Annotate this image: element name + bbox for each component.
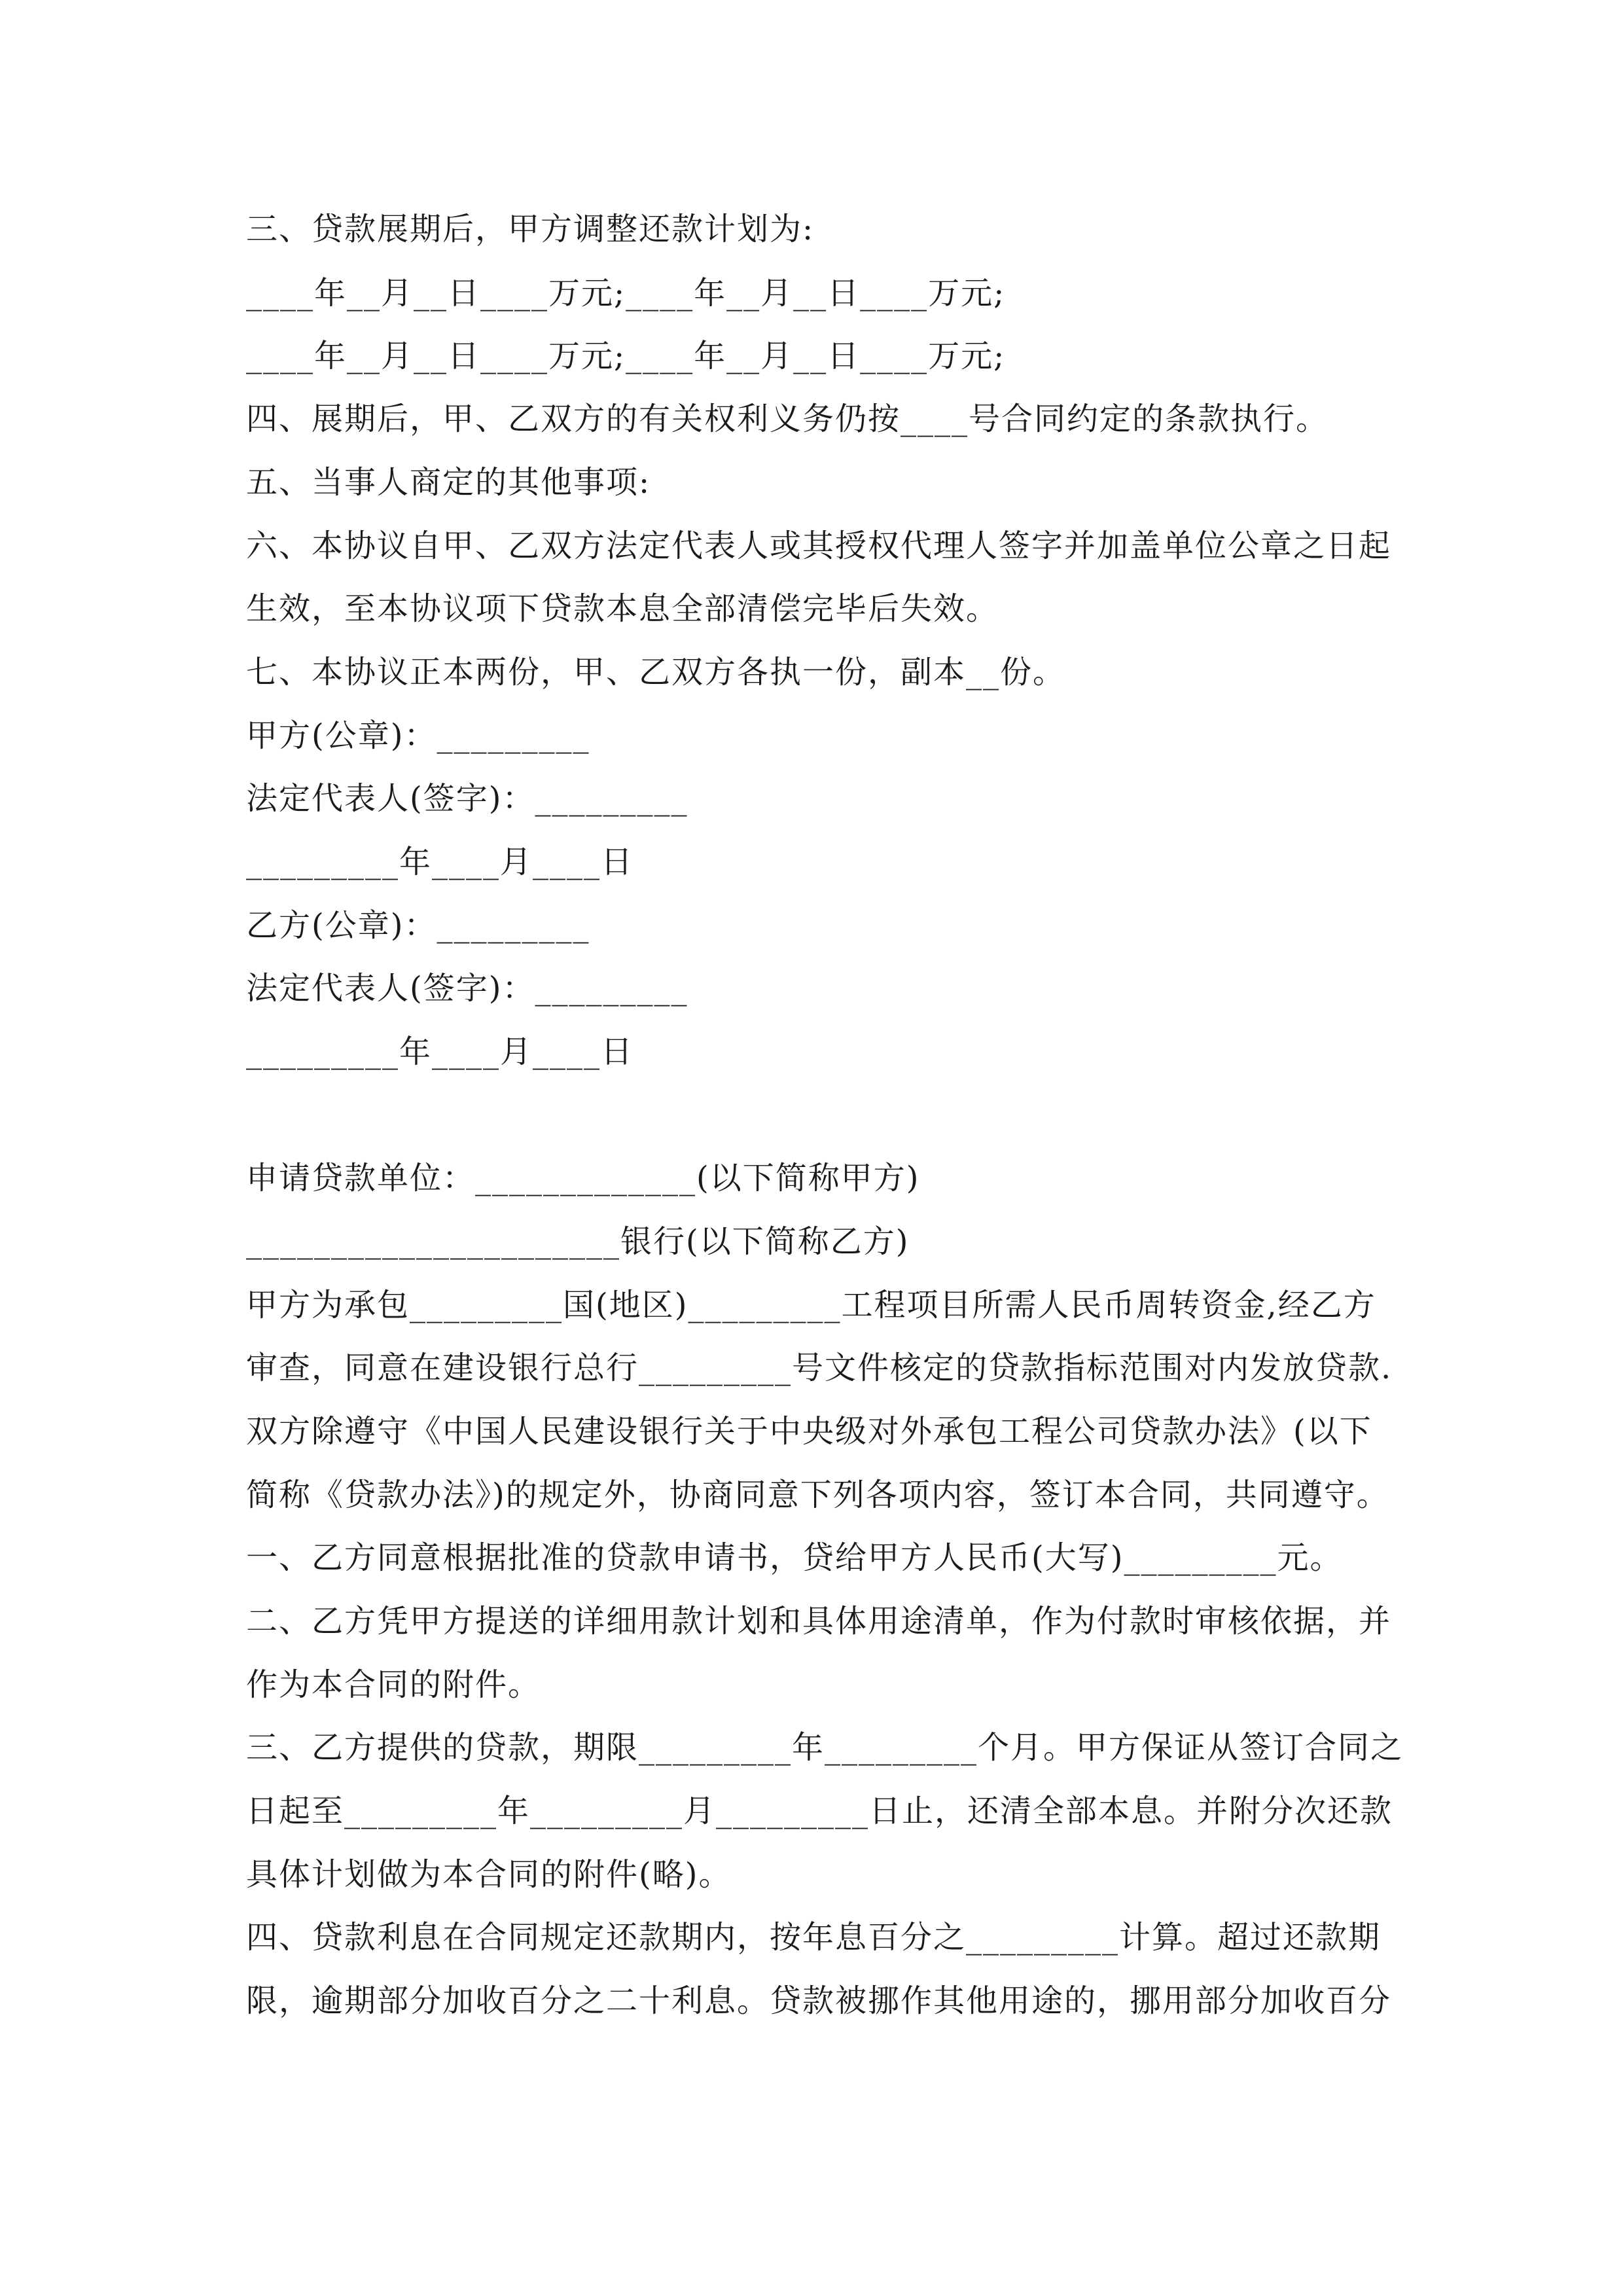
text-line: 二、乙方凭甲方提送的详细用款计划和具体用途清单，作为付款时审核依据，并 [246,1603,1392,1640]
text-line: 双方除遵守《中国人民建设银行关于中央级对外承包工程公司贷款办法》(以下 [246,1413,1372,1450]
text-line: 甲方为承包_________国(地区)_________工程项目所需人民币周转资金,经乙方 [246,1287,1376,1323]
signature-line: 甲方(公章)：_________ [246,717,590,754]
text-line: 限，逾期部分加收百分之二十利息。贷款被挪作其他用途的，挪用部分加收百分 [246,1982,1392,2019]
text-line: ____年__月__日____万元;____年__月__日____万元; [246,338,1006,374]
text-line: 三、乙方提供的贷款，期限_________年_________个月。甲方保证从签订合同之 [246,1729,1404,1766]
text-line: 申请贷款单位：_____________(以下简称甲方) [246,1160,920,1196]
text-line: 具体计划做为本合同的附件(略)。 [246,1856,732,1893]
text-line: 简称《贷款办法》)的规定外，协商同意下列各项内容，签订本合同，共同遵守。 [246,1477,1389,1513]
date-line: _________年____月____日 [246,844,634,880]
text-line: ______________________银行(以下简称乙方) [246,1223,910,1260]
text-line: 七、本协议正本两份，甲、乙双方各执一份，副本__份。 [246,654,1066,691]
signature-line: 乙方(公章)：_________ [246,907,590,944]
signature-line: 法定代表人(签字)：_________ [246,780,688,817]
text-line: 作为本合同的附件。 [246,1666,541,1703]
text-line: 三、贷款展期后，甲方调整还款计划为: [246,211,815,247]
text-line: 四、贷款利息在合同规定还款期内，按年息百分之_________计算。超过还款期 [246,1919,1382,1956]
text-line: 四、展期后，甲、乙双方的有关权利义务仍按____号合同约定的条款执行。 [246,401,1329,437]
text-line: 生效，至本协议项下贷款本息全部清偿完毕后失效。 [246,590,999,627]
text-line: 六、本协议自甲、乙双方法定代表人或其授权代理人签字并加盖单位公章之日起 [246,528,1392,564]
text-line: 日起至_________年_________月_________日止，还清全部本息。并附分次还款 [246,1793,1393,1829]
date-line: _________年____月____日 [246,1033,634,1070]
text-line: 五、当事人商定的其他事项: [246,464,651,501]
text-line: 一、乙方同意根据批准的贷款申请书，贷给甲方人民币(大写)_________元。 [246,1539,1343,1576]
signature-line: 法定代表人(签字)：_________ [246,970,688,1007]
text-line: 审查，同意在建设银行总行_________号文件核定的贷款指标范围对内发放贷款. [246,1350,1393,1386]
text-line: ____年__月__日____万元;____年__月__日____万元; [246,275,1006,312]
